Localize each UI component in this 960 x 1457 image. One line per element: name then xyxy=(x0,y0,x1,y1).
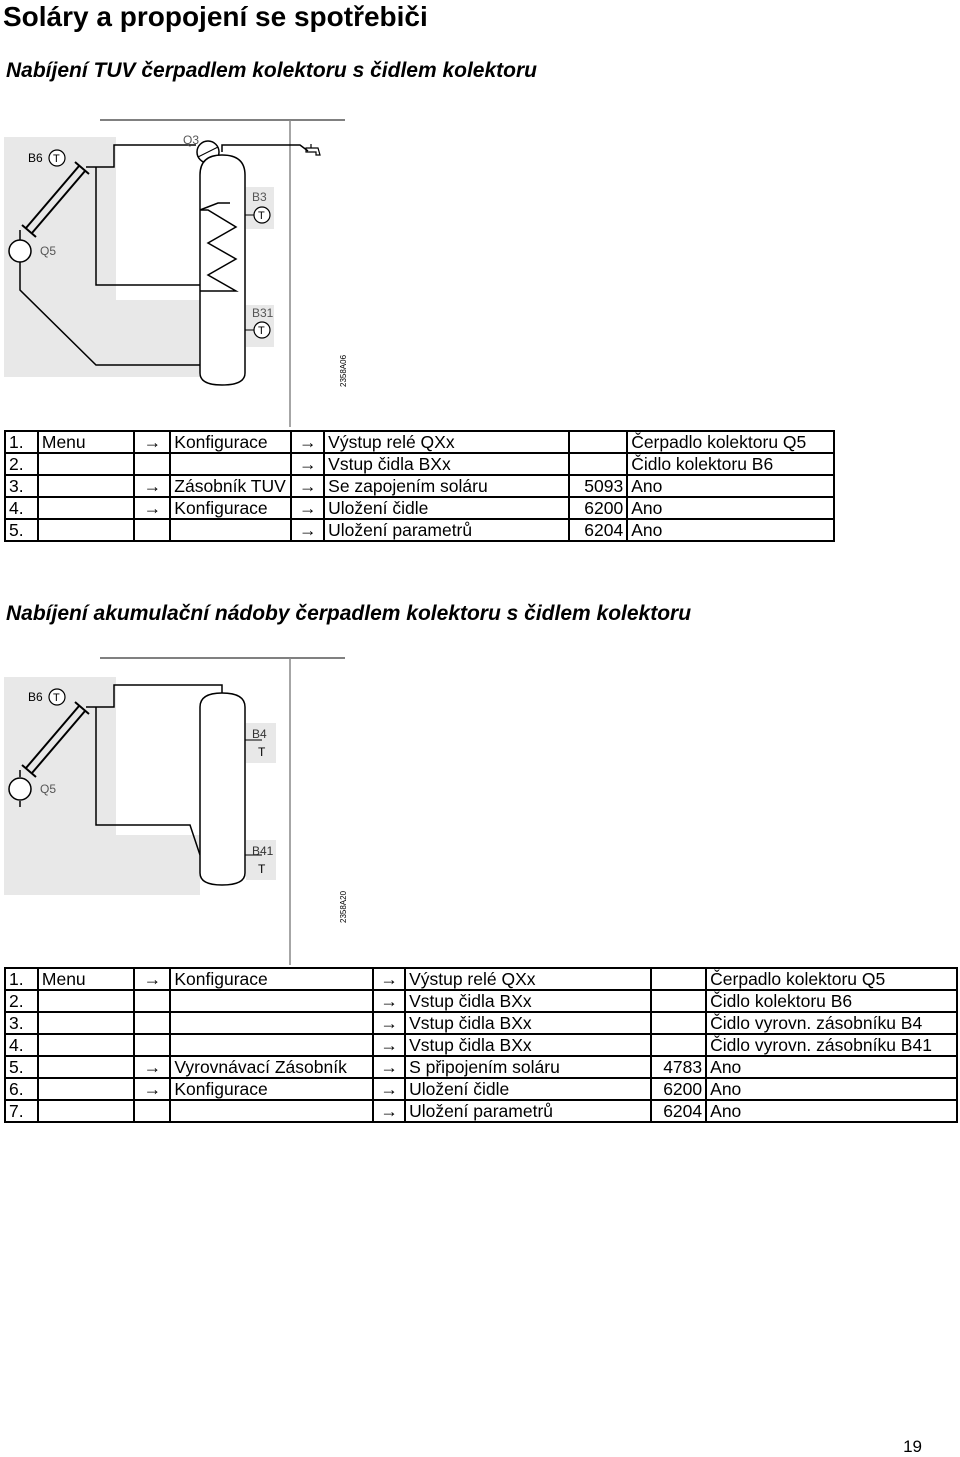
label-b41-t: T xyxy=(258,862,266,876)
label-b6: B6 xyxy=(28,151,43,165)
arrow-cell: → xyxy=(373,1012,405,1034)
buffer-charging-diagram xyxy=(0,655,360,965)
menu-cell xyxy=(38,1012,135,1034)
step-row xyxy=(5,475,834,497)
drawing-code: 2358A20 xyxy=(339,890,348,923)
drawing-code: 2358A06 xyxy=(339,354,348,387)
arrow-cell: → xyxy=(134,497,170,519)
line-number-cell xyxy=(651,1012,706,1034)
label-b3-t: T xyxy=(258,210,265,222)
menu-cell: Menu xyxy=(38,968,135,990)
arrow-cell: → xyxy=(291,497,324,519)
setting-cell: Vstup čidla BXx xyxy=(405,990,651,1012)
label-q3: Q3 xyxy=(183,133,200,147)
arrow-cell: → xyxy=(134,1056,170,1078)
value-cell: Ano xyxy=(627,519,834,541)
label-b41: B41 xyxy=(252,844,274,858)
section2-steps-table xyxy=(4,967,958,1123)
value-cell: Čerpadlo kolektoru Q5 xyxy=(706,968,957,990)
step-row xyxy=(5,453,834,475)
step-number: 2. xyxy=(5,990,38,1012)
setting-cell: Uložení čidle xyxy=(405,1078,651,1100)
line-number-cell xyxy=(651,968,706,990)
menu-group-cell xyxy=(170,1034,373,1056)
value-cell: Čerpadlo kolektoru Q5 xyxy=(627,431,834,453)
menu-group-cell: Konfigurace xyxy=(170,1078,373,1100)
label-q5: Q5 xyxy=(40,782,57,796)
label-t: T xyxy=(53,153,60,165)
bottom-area-bg xyxy=(112,835,200,895)
section2-subtitle: Nabíjení akumulační nádoby čerpadlem kolektoru s čidlem kolektoru xyxy=(6,602,692,625)
menu-cell xyxy=(38,497,135,519)
arrow-cell xyxy=(134,1012,170,1034)
step-row xyxy=(5,1078,957,1100)
dhw-charging-diagram xyxy=(0,115,360,427)
value-cell: Čidlo vyrovn. zásobníku B41 xyxy=(706,1034,957,1056)
menu-cell xyxy=(38,1056,135,1078)
label-b6: B6 xyxy=(28,690,43,704)
menu-group-cell: Vyrovnávací Zásobník xyxy=(170,1056,373,1078)
value-cell: Ano xyxy=(706,1078,957,1100)
label-b3: B3 xyxy=(252,190,267,204)
step-row xyxy=(5,431,834,453)
arrow-cell: → xyxy=(373,1056,405,1078)
value-cell: Čidlo kolektoru B6 xyxy=(627,453,834,475)
step-number: 6. xyxy=(5,1078,38,1100)
menu-cell xyxy=(38,1100,135,1122)
menu-group-cell xyxy=(170,990,373,1012)
menu-cell xyxy=(38,475,135,497)
menu-group-cell xyxy=(170,519,291,541)
setting-cell: Se zapojením soláru xyxy=(324,475,569,497)
setting-cell: S připojením soláru xyxy=(405,1056,651,1078)
menu-group-cell: Zásobník TUV xyxy=(170,475,291,497)
arrow-cell: → xyxy=(373,1100,405,1122)
menu-cell xyxy=(38,1034,135,1056)
step-row xyxy=(5,497,834,519)
step-number: 5. xyxy=(5,519,38,541)
menu-cell: Menu xyxy=(38,431,135,453)
value-cell: Ano xyxy=(627,475,834,497)
value-cell: Ano xyxy=(627,497,834,519)
arrow-cell: → xyxy=(291,519,324,541)
setting-cell: Uložení čidle xyxy=(324,497,569,519)
label-b31: B31 xyxy=(252,306,274,320)
dhw-tank xyxy=(200,155,245,385)
arrow-cell: → xyxy=(373,968,405,990)
menu-cell xyxy=(38,453,135,475)
step-number: 4. xyxy=(5,1034,38,1056)
arrow-cell: → xyxy=(291,475,324,497)
line-number-cell: 5093 xyxy=(569,475,627,497)
value-cell: Ano xyxy=(706,1056,957,1078)
line-number-cell xyxy=(651,990,706,1012)
step-row xyxy=(5,968,957,990)
menu-group-cell: Konfigurace xyxy=(170,968,373,990)
tap-icon xyxy=(306,144,320,155)
menu-group-cell xyxy=(170,453,291,475)
setting-cell: Vstup čidla BXx xyxy=(405,1034,651,1056)
arrow-cell: → xyxy=(373,990,405,1012)
line-number-cell: 4783 xyxy=(651,1056,706,1078)
setting-cell: Vstup čidla BXx xyxy=(324,453,569,475)
section1-steps-table xyxy=(4,430,835,542)
step-number: 1. xyxy=(5,968,38,990)
line-number-cell: 6204 xyxy=(569,519,627,541)
arrow-cell: → xyxy=(373,1034,405,1056)
step-row xyxy=(5,990,957,1012)
arrow-cell xyxy=(134,1100,170,1122)
section1-subtitle: Nabíjení TUV čerpadlem kolektoru s čidlem kolektoru xyxy=(6,59,537,82)
dhw-outlet-pipe xyxy=(222,145,308,152)
menu-cell xyxy=(38,519,135,541)
step-number: 1. xyxy=(5,431,38,453)
arrow-cell xyxy=(134,453,170,475)
pump-q5-icon xyxy=(9,778,31,800)
value-cell: Čidlo vyrovn. zásobníku B4 xyxy=(706,1012,957,1034)
step-row xyxy=(5,1100,957,1122)
line-number-cell: 6200 xyxy=(651,1078,706,1100)
value-cell: Čidlo kolektoru B6 xyxy=(706,990,957,1012)
pump-q5-icon xyxy=(9,240,31,262)
step-number: 3. xyxy=(5,1012,38,1034)
step-number: 5. xyxy=(5,1056,38,1078)
buffer-tank xyxy=(200,693,245,885)
arrow-cell: → xyxy=(134,475,170,497)
arrow-cell: → xyxy=(134,968,170,990)
page-title: Soláry a propojení se spotřebiči xyxy=(3,1,428,32)
step-number: 2. xyxy=(5,453,38,475)
label-b4: B4 xyxy=(252,727,267,741)
arrow-cell xyxy=(134,1034,170,1056)
line-number-cell xyxy=(569,453,627,475)
setting-cell: Uložení parametrů xyxy=(324,519,569,541)
step-row xyxy=(5,1012,957,1034)
label-t: T xyxy=(53,692,60,704)
label-b4-t: T xyxy=(258,745,266,759)
menu-group-cell xyxy=(170,1100,373,1122)
arrow-cell xyxy=(134,990,170,1012)
arrow-cell: → xyxy=(134,1078,170,1100)
step-number: 7. xyxy=(5,1100,38,1122)
label-q5: Q5 xyxy=(40,244,57,258)
value-cell: Ano xyxy=(706,1100,957,1122)
setting-cell: Výstup relé QXx xyxy=(405,968,651,990)
step-number: 4. xyxy=(5,497,38,519)
setting-cell: Vstup čidla BXx xyxy=(405,1012,651,1034)
arrow-cell: → xyxy=(291,431,324,453)
line-number-cell xyxy=(569,431,627,453)
arrow-cell xyxy=(134,519,170,541)
line-number-cell: 6204 xyxy=(651,1100,706,1122)
menu-cell xyxy=(38,1078,135,1100)
arrow-cell: → xyxy=(291,453,324,475)
setting-cell: Uložení parametrů xyxy=(405,1100,651,1122)
step-row xyxy=(5,519,834,541)
arrow-cell: → xyxy=(373,1078,405,1100)
menu-group-cell xyxy=(170,1012,373,1034)
label-b31-t: T xyxy=(258,325,265,337)
line-number-cell: 6200 xyxy=(569,497,627,519)
arrow-cell: → xyxy=(134,431,170,453)
menu-group-cell: Konfigurace xyxy=(170,431,291,453)
page-number: 19 xyxy=(903,1437,922,1456)
menu-group-cell: Konfigurace xyxy=(170,497,291,519)
line-number-cell xyxy=(651,1034,706,1056)
menu-cell xyxy=(38,990,135,1012)
step-number: 3. xyxy=(5,475,38,497)
step-row xyxy=(5,1034,957,1056)
step-row xyxy=(5,1056,957,1078)
setting-cell: Výstup relé QXx xyxy=(324,431,569,453)
